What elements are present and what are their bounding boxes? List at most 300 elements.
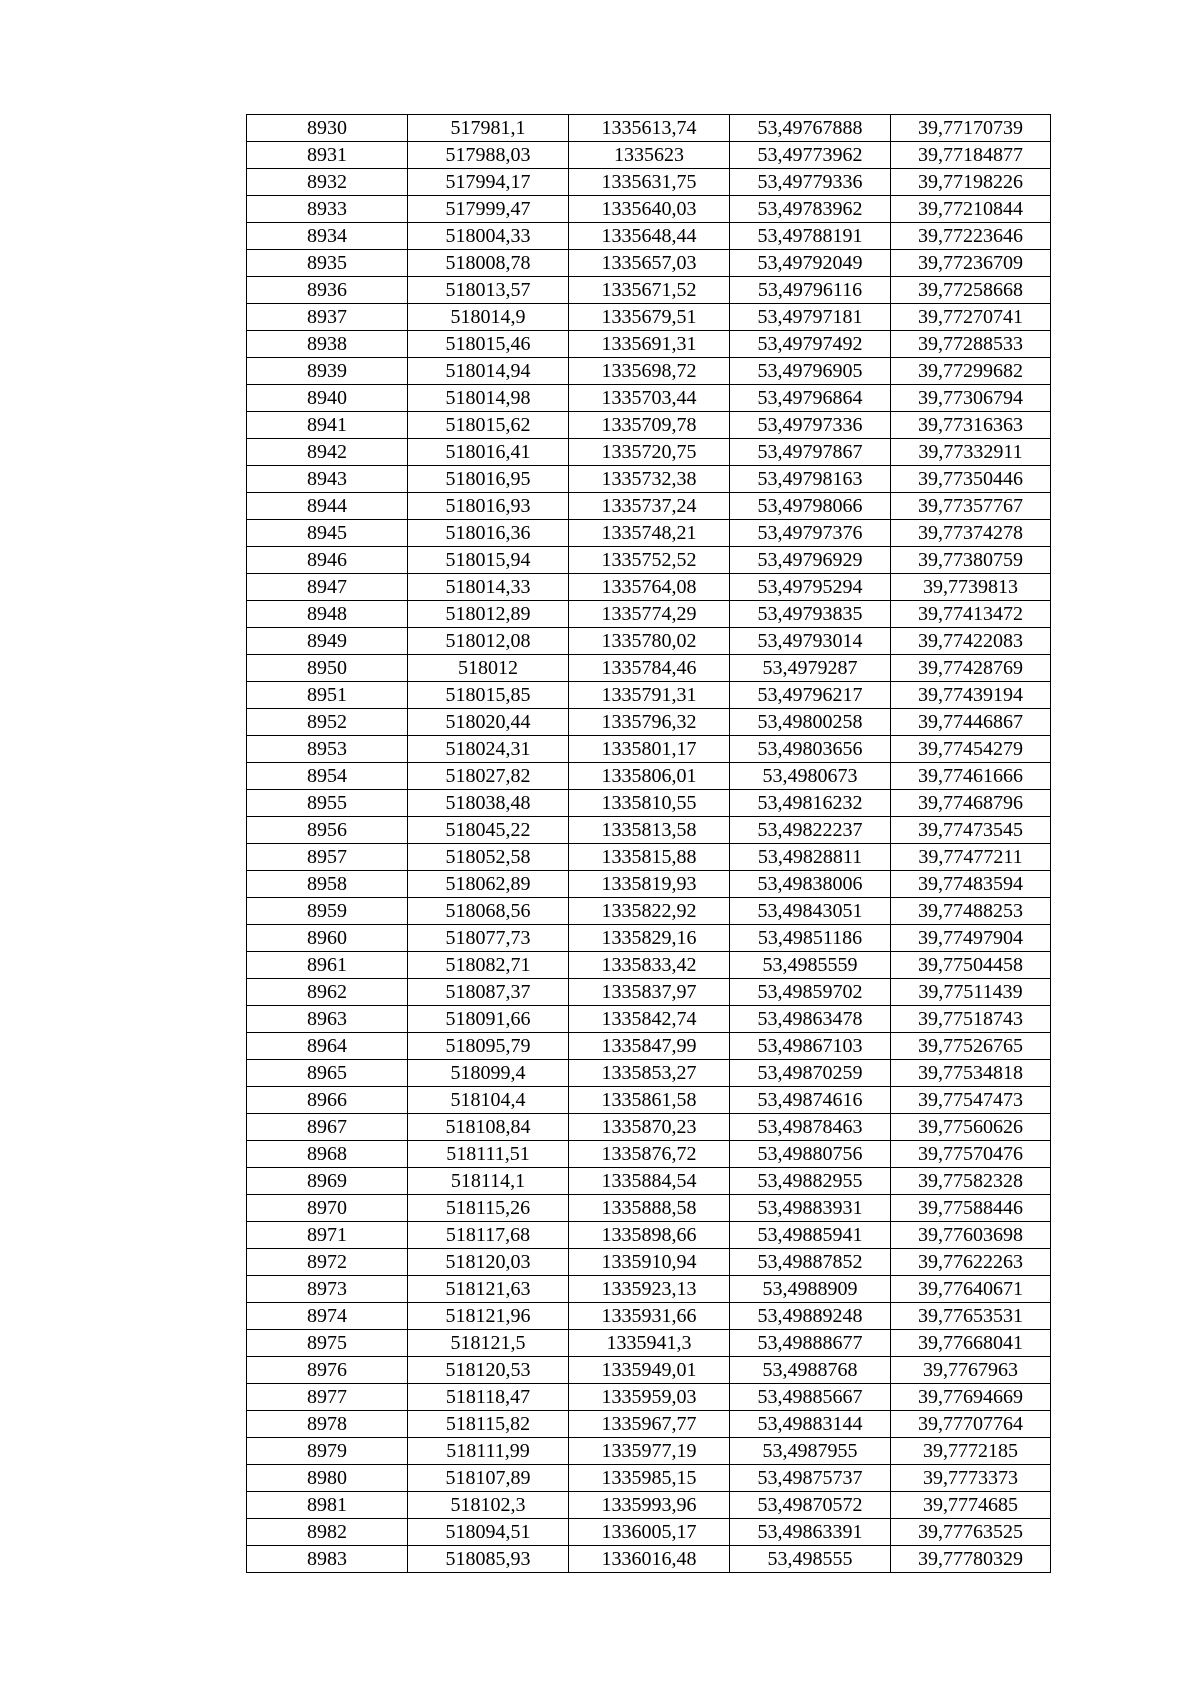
y-coordinate-cell: 1335791,31 (569, 682, 730, 709)
y-coordinate-cell: 1335774,29 (569, 601, 730, 628)
table-row (247, 1141, 1051, 1168)
longitude-cell: 39,77306794 (891, 385, 1051, 412)
longitude-cell: 39,77288533 (891, 331, 1051, 358)
x-coordinate-cell: 518016,36 (408, 520, 569, 547)
longitude-cell: 39,77299682 (891, 358, 1051, 385)
point-number-cell: 8954 (247, 763, 408, 790)
point-number-cell: 8955 (247, 790, 408, 817)
point-number-cell: 8965 (247, 1060, 408, 1087)
point-number-cell: 8961 (247, 952, 408, 979)
x-coordinate-cell: 518015,85 (408, 682, 569, 709)
y-coordinate-cell: 1335709,78 (569, 412, 730, 439)
longitude-cell: 39,77350446 (891, 466, 1051, 493)
latitude-cell: 53,49792049 (730, 250, 891, 277)
point-number-cell: 8978 (247, 1411, 408, 1438)
latitude-cell: 53,498555 (730, 1546, 891, 1573)
x-coordinate-cell: 518015,62 (408, 412, 569, 439)
y-coordinate-cell: 1335806,01 (569, 763, 730, 790)
table-row (247, 1465, 1051, 1492)
y-coordinate-cell: 1335631,75 (569, 169, 730, 196)
table-row (247, 547, 1051, 574)
longitude-cell: 39,77588446 (891, 1195, 1051, 1222)
point-number-cell: 8930 (247, 115, 408, 142)
y-coordinate-cell: 1335884,54 (569, 1168, 730, 1195)
y-coordinate-cell: 1335853,27 (569, 1060, 730, 1087)
longitude-cell: 39,77236709 (891, 250, 1051, 277)
y-coordinate-cell: 1335810,55 (569, 790, 730, 817)
y-coordinate-cell: 1335931,66 (569, 1303, 730, 1330)
longitude-cell: 39,7739813 (891, 574, 1051, 601)
longitude-cell: 39,77468796 (891, 790, 1051, 817)
longitude-cell: 39,77473545 (891, 817, 1051, 844)
table-row (247, 736, 1051, 763)
longitude-cell: 39,77422083 (891, 628, 1051, 655)
latitude-cell: 53,49796864 (730, 385, 891, 412)
latitude-cell: 53,49767888 (730, 115, 891, 142)
y-coordinate-cell: 1335910,94 (569, 1249, 730, 1276)
latitude-cell: 53,49773962 (730, 142, 891, 169)
longitude-cell: 39,7774685 (891, 1492, 1051, 1519)
table-row (247, 196, 1051, 223)
y-coordinate-cell: 1335949,01 (569, 1357, 730, 1384)
x-coordinate-cell: 518118,47 (408, 1384, 569, 1411)
table-row (247, 358, 1051, 385)
table-row (247, 466, 1051, 493)
y-coordinate-cell: 1336016,48 (569, 1546, 730, 1573)
table-row (247, 952, 1051, 979)
point-number-cell: 8960 (247, 925, 408, 952)
longitude-cell: 39,77332911 (891, 439, 1051, 466)
latitude-cell: 53,49816232 (730, 790, 891, 817)
x-coordinate-cell: 518111,51 (408, 1141, 569, 1168)
point-number-cell: 8974 (247, 1303, 408, 1330)
y-coordinate-cell: 1335923,13 (569, 1276, 730, 1303)
x-coordinate-cell: 518045,22 (408, 817, 569, 844)
table-row (247, 763, 1051, 790)
latitude-cell: 53,49859702 (730, 979, 891, 1006)
table-row (247, 709, 1051, 736)
longitude-cell: 39,77184877 (891, 142, 1051, 169)
longitude-cell: 39,77694669 (891, 1384, 1051, 1411)
longitude-cell: 39,77454279 (891, 736, 1051, 763)
x-coordinate-cell: 517999,47 (408, 196, 569, 223)
table-row (247, 1276, 1051, 1303)
table-row (247, 304, 1051, 331)
point-number-cell: 8952 (247, 709, 408, 736)
latitude-cell: 53,49874616 (730, 1087, 891, 1114)
y-coordinate-cell: 1335959,03 (569, 1384, 730, 1411)
y-coordinate-cell: 1335691,31 (569, 331, 730, 358)
longitude-cell: 39,77258668 (891, 277, 1051, 304)
y-coordinate-cell: 1335737,24 (569, 493, 730, 520)
y-coordinate-cell: 1335703,44 (569, 385, 730, 412)
table-row (247, 817, 1051, 844)
latitude-cell: 53,49889248 (730, 1303, 891, 1330)
table-row (247, 925, 1051, 952)
table-row (247, 1195, 1051, 1222)
table-row (247, 1006, 1051, 1033)
table-row (247, 1222, 1051, 1249)
longitude-cell: 39,77477211 (891, 844, 1051, 871)
table-row (247, 277, 1051, 304)
table-row (247, 250, 1051, 277)
point-number-cell: 8977 (247, 1384, 408, 1411)
point-number-cell: 8972 (247, 1249, 408, 1276)
latitude-cell: 53,49878463 (730, 1114, 891, 1141)
latitude-cell: 53,49797492 (730, 331, 891, 358)
y-coordinate-cell: 1335819,93 (569, 871, 730, 898)
table-row (247, 1060, 1051, 1087)
table-row (247, 844, 1051, 871)
x-coordinate-cell: 518012,08 (408, 628, 569, 655)
x-coordinate-cell: 518012,89 (408, 601, 569, 628)
latitude-cell: 53,49870259 (730, 1060, 891, 1087)
latitude-cell: 53,49796217 (730, 682, 891, 709)
longitude-cell: 39,77653531 (891, 1303, 1051, 1330)
y-coordinate-cell: 1335801,17 (569, 736, 730, 763)
point-number-cell: 8951 (247, 682, 408, 709)
latitude-cell: 53,49796929 (730, 547, 891, 574)
table-row (247, 1546, 1051, 1573)
table-row (247, 1303, 1051, 1330)
latitude-cell: 53,49883144 (730, 1411, 891, 1438)
latitude-cell: 53,49880756 (730, 1141, 891, 1168)
latitude-cell: 53,49863478 (730, 1006, 891, 1033)
longitude-cell: 39,77603698 (891, 1222, 1051, 1249)
latitude-cell: 53,49800258 (730, 709, 891, 736)
y-coordinate-cell: 1335784,46 (569, 655, 730, 682)
longitude-cell: 39,77380759 (891, 547, 1051, 574)
longitude-cell: 39,77504458 (891, 952, 1051, 979)
y-coordinate-cell: 1335847,99 (569, 1033, 730, 1060)
x-coordinate-cell: 518117,68 (408, 1222, 569, 1249)
y-coordinate-cell: 1335748,21 (569, 520, 730, 547)
table-row (247, 979, 1051, 1006)
longitude-cell: 39,77763525 (891, 1519, 1051, 1546)
table-row (247, 790, 1051, 817)
point-number-cell: 8932 (247, 169, 408, 196)
table-row (247, 871, 1051, 898)
latitude-cell: 53,49882955 (730, 1168, 891, 1195)
y-coordinate-cell: 1335720,75 (569, 439, 730, 466)
x-coordinate-cell: 517981,1 (408, 115, 569, 142)
longitude-cell: 39,77707764 (891, 1411, 1051, 1438)
y-coordinate-cell: 1335822,92 (569, 898, 730, 925)
x-coordinate-cell: 518024,31 (408, 736, 569, 763)
longitude-cell: 39,77526765 (891, 1033, 1051, 1060)
table-row (247, 385, 1051, 412)
latitude-cell: 53,49851186 (730, 925, 891, 952)
latitude-cell: 53,49797181 (730, 304, 891, 331)
y-coordinate-cell: 1335898,66 (569, 1222, 730, 1249)
x-coordinate-cell: 518102,3 (408, 1492, 569, 1519)
point-number-cell: 8958 (247, 871, 408, 898)
table-row (247, 1168, 1051, 1195)
y-coordinate-cell: 1335623 (569, 142, 730, 169)
latitude-cell: 53,49783962 (730, 196, 891, 223)
point-number-cell: 8937 (247, 304, 408, 331)
latitude-cell: 53,49796116 (730, 277, 891, 304)
point-number-cell: 8981 (247, 1492, 408, 1519)
latitude-cell: 53,49875737 (730, 1465, 891, 1492)
point-number-cell: 8975 (247, 1330, 408, 1357)
point-number-cell: 8976 (247, 1357, 408, 1384)
y-coordinate-cell: 1335780,02 (569, 628, 730, 655)
latitude-cell: 53,49797376 (730, 520, 891, 547)
coordinates-table (246, 114, 1051, 1573)
point-number-cell: 8947 (247, 574, 408, 601)
point-number-cell: 8950 (247, 655, 408, 682)
point-number-cell: 8966 (247, 1087, 408, 1114)
x-coordinate-cell: 518085,93 (408, 1546, 569, 1573)
latitude-cell: 53,49870572 (730, 1492, 891, 1519)
point-number-cell: 8941 (247, 412, 408, 439)
point-number-cell: 8944 (247, 493, 408, 520)
latitude-cell: 53,49822237 (730, 817, 891, 844)
y-coordinate-cell: 1335829,16 (569, 925, 730, 952)
x-coordinate-cell: 518120,03 (408, 1249, 569, 1276)
longitude-cell: 39,77547473 (891, 1087, 1051, 1114)
longitude-cell: 39,77461666 (891, 763, 1051, 790)
y-coordinate-cell: 1335888,58 (569, 1195, 730, 1222)
latitude-cell: 53,4988909 (730, 1276, 891, 1303)
y-coordinate-cell: 1335833,42 (569, 952, 730, 979)
y-coordinate-cell: 1335876,72 (569, 1141, 730, 1168)
y-coordinate-cell: 1335985,15 (569, 1465, 730, 1492)
table-row (247, 142, 1051, 169)
point-number-cell: 8969 (247, 1168, 408, 1195)
longitude-cell: 39,77518743 (891, 1006, 1051, 1033)
latitude-cell: 53,49885941 (730, 1222, 891, 1249)
y-coordinate-cell: 1335977,19 (569, 1438, 730, 1465)
longitude-cell: 39,77198226 (891, 169, 1051, 196)
point-number-cell: 8959 (247, 898, 408, 925)
longitude-cell: 39,77640671 (891, 1276, 1051, 1303)
y-coordinate-cell: 1335698,72 (569, 358, 730, 385)
point-number-cell: 8963 (247, 1006, 408, 1033)
table-row (247, 1519, 1051, 1546)
x-coordinate-cell: 518111,99 (408, 1438, 569, 1465)
y-coordinate-cell: 1335613,74 (569, 115, 730, 142)
longitude-cell: 39,77210844 (891, 196, 1051, 223)
latitude-cell: 53,49828811 (730, 844, 891, 871)
table-row (247, 655, 1051, 682)
longitude-cell: 39,77668041 (891, 1330, 1051, 1357)
x-coordinate-cell: 518016,93 (408, 493, 569, 520)
x-coordinate-cell: 518121,5 (408, 1330, 569, 1357)
table-row (247, 412, 1051, 439)
point-number-cell: 8973 (247, 1276, 408, 1303)
y-coordinate-cell: 1335796,32 (569, 709, 730, 736)
longitude-cell: 39,7767963 (891, 1357, 1051, 1384)
table-row (247, 1087, 1051, 1114)
table-row (247, 628, 1051, 655)
point-number-cell: 8934 (247, 223, 408, 250)
longitude-cell: 39,77170739 (891, 115, 1051, 142)
point-number-cell: 8956 (247, 817, 408, 844)
point-number-cell: 8968 (247, 1141, 408, 1168)
table-row (247, 1492, 1051, 1519)
latitude-cell: 53,49795294 (730, 574, 891, 601)
x-coordinate-cell: 518099,4 (408, 1060, 569, 1087)
point-number-cell: 8933 (247, 196, 408, 223)
x-coordinate-cell: 518104,4 (408, 1087, 569, 1114)
longitude-cell: 39,77560626 (891, 1114, 1051, 1141)
y-coordinate-cell: 1335679,51 (569, 304, 730, 331)
latitude-cell: 53,4987955 (730, 1438, 891, 1465)
x-coordinate-cell: 518012 (408, 655, 569, 682)
y-coordinate-cell: 1335941,3 (569, 1330, 730, 1357)
table-row (247, 574, 1051, 601)
x-coordinate-cell: 518027,82 (408, 763, 569, 790)
point-number-cell: 8943 (247, 466, 408, 493)
y-coordinate-cell: 1335648,44 (569, 223, 730, 250)
x-coordinate-cell: 518082,71 (408, 952, 569, 979)
table-row (247, 169, 1051, 196)
x-coordinate-cell: 518052,58 (408, 844, 569, 871)
table-row (247, 1438, 1051, 1465)
longitude-cell: 39,77780329 (891, 1546, 1051, 1573)
table-row (247, 439, 1051, 466)
table-row (247, 520, 1051, 547)
latitude-cell: 53,49793014 (730, 628, 891, 655)
latitude-cell: 53,49793835 (730, 601, 891, 628)
x-coordinate-cell: 518016,95 (408, 466, 569, 493)
point-number-cell: 8982 (247, 1519, 408, 1546)
table-row (247, 115, 1051, 142)
point-number-cell: 8967 (247, 1114, 408, 1141)
x-coordinate-cell: 518094,51 (408, 1519, 569, 1546)
x-coordinate-cell: 518014,33 (408, 574, 569, 601)
y-coordinate-cell: 1335752,52 (569, 547, 730, 574)
table-row (247, 1330, 1051, 1357)
latitude-cell: 53,49798066 (730, 493, 891, 520)
latitude-cell: 53,4985559 (730, 952, 891, 979)
point-number-cell: 8938 (247, 331, 408, 358)
y-coordinate-cell: 1335764,08 (569, 574, 730, 601)
longitude-cell: 39,77316363 (891, 412, 1051, 439)
y-coordinate-cell: 1335732,38 (569, 466, 730, 493)
y-coordinate-cell: 1335837,97 (569, 979, 730, 1006)
latitude-cell: 53,49867103 (730, 1033, 891, 1060)
y-coordinate-cell: 1336005,17 (569, 1519, 730, 1546)
latitude-cell: 53,49779336 (730, 169, 891, 196)
point-number-cell: 8970 (247, 1195, 408, 1222)
x-coordinate-cell: 518038,48 (408, 790, 569, 817)
latitude-cell: 53,49863391 (730, 1519, 891, 1546)
point-number-cell: 8946 (247, 547, 408, 574)
latitude-cell: 53,49798163 (730, 466, 891, 493)
longitude-cell: 39,77439194 (891, 682, 1051, 709)
x-coordinate-cell: 518107,89 (408, 1465, 569, 1492)
latitude-cell: 53,49796905 (730, 358, 891, 385)
longitude-cell: 39,7773373 (891, 1465, 1051, 1492)
x-coordinate-cell: 518016,41 (408, 439, 569, 466)
point-number-cell: 8948 (247, 601, 408, 628)
x-coordinate-cell: 518095,79 (408, 1033, 569, 1060)
longitude-cell: 39,77511439 (891, 979, 1051, 1006)
point-number-cell: 8942 (247, 439, 408, 466)
latitude-cell: 53,49788191 (730, 223, 891, 250)
latitude-cell: 53,49888677 (730, 1330, 891, 1357)
x-coordinate-cell: 518062,89 (408, 871, 569, 898)
y-coordinate-cell: 1335993,96 (569, 1492, 730, 1519)
longitude-cell: 39,77497904 (891, 925, 1051, 952)
x-coordinate-cell: 518115,26 (408, 1195, 569, 1222)
x-coordinate-cell: 518114,1 (408, 1168, 569, 1195)
longitude-cell: 39,77622263 (891, 1249, 1051, 1276)
longitude-cell: 39,77428769 (891, 655, 1051, 682)
point-number-cell: 8964 (247, 1033, 408, 1060)
table-row (247, 223, 1051, 250)
longitude-cell: 39,77357767 (891, 493, 1051, 520)
table-row (247, 898, 1051, 925)
table-row (247, 1249, 1051, 1276)
latitude-cell: 53,4988768 (730, 1357, 891, 1384)
table-row (247, 1033, 1051, 1060)
point-number-cell: 8979 (247, 1438, 408, 1465)
point-number-cell: 8962 (247, 979, 408, 1006)
point-number-cell: 8949 (247, 628, 408, 655)
point-number-cell: 8939 (247, 358, 408, 385)
y-coordinate-cell: 1335861,58 (569, 1087, 730, 1114)
point-number-cell: 8940 (247, 385, 408, 412)
point-number-cell: 8936 (247, 277, 408, 304)
x-coordinate-cell: 518013,57 (408, 277, 569, 304)
y-coordinate-cell: 1335967,77 (569, 1411, 730, 1438)
latitude-cell: 53,49883931 (730, 1195, 891, 1222)
latitude-cell: 53,49797867 (730, 439, 891, 466)
longitude-cell: 39,7772185 (891, 1438, 1051, 1465)
point-number-cell: 8957 (247, 844, 408, 871)
latitude-cell: 53,4980673 (730, 763, 891, 790)
x-coordinate-cell: 518108,84 (408, 1114, 569, 1141)
y-coordinate-cell: 1335671,52 (569, 277, 730, 304)
latitude-cell: 53,49803656 (730, 736, 891, 763)
longitude-cell: 39,77534818 (891, 1060, 1051, 1087)
longitude-cell: 39,77446867 (891, 709, 1051, 736)
point-number-cell: 8980 (247, 1465, 408, 1492)
point-number-cell: 8971 (247, 1222, 408, 1249)
latitude-cell: 53,49797336 (730, 412, 891, 439)
x-coordinate-cell: 518014,98 (408, 385, 569, 412)
x-coordinate-cell: 517988,03 (408, 142, 569, 169)
table-row (247, 1357, 1051, 1384)
x-coordinate-cell: 518077,73 (408, 925, 569, 952)
y-coordinate-cell: 1335657,03 (569, 250, 730, 277)
longitude-cell: 39,77570476 (891, 1141, 1051, 1168)
x-coordinate-cell: 518087,37 (408, 979, 569, 1006)
table-row (247, 601, 1051, 628)
longitude-cell: 39,77413472 (891, 601, 1051, 628)
longitude-cell: 39,77483594 (891, 871, 1051, 898)
longitude-cell: 39,77488253 (891, 898, 1051, 925)
x-coordinate-cell: 518015,94 (408, 547, 569, 574)
latitude-cell: 53,49843051 (730, 898, 891, 925)
latitude-cell: 53,4979287 (730, 655, 891, 682)
point-number-cell: 8945 (247, 520, 408, 547)
y-coordinate-cell: 1335813,58 (569, 817, 730, 844)
table-row (247, 1114, 1051, 1141)
x-coordinate-cell: 518068,56 (408, 898, 569, 925)
y-coordinate-cell: 1335842,74 (569, 1006, 730, 1033)
x-coordinate-cell: 518015,46 (408, 331, 569, 358)
point-number-cell: 8983 (247, 1546, 408, 1573)
y-coordinate-cell: 1335870,23 (569, 1114, 730, 1141)
longitude-cell: 39,77582328 (891, 1168, 1051, 1195)
y-coordinate-cell: 1335640,03 (569, 196, 730, 223)
x-coordinate-cell: 518008,78 (408, 250, 569, 277)
